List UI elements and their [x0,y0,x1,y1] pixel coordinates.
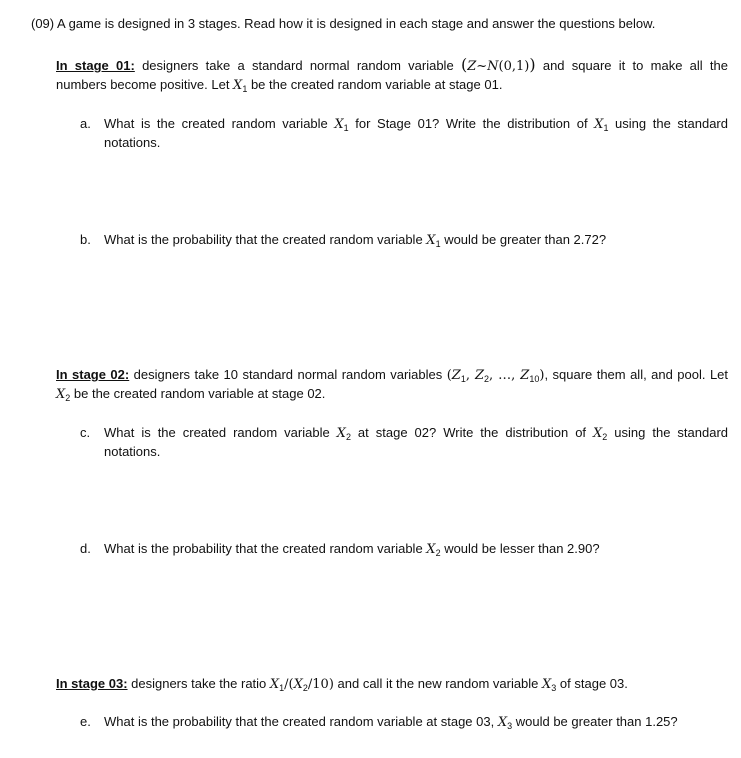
stage1-line2: numbers become positive. Let $X_1$ be the created random variable at stage 01. [56,77,503,94]
stage2-heading: In stage 02: [56,367,130,382]
question-c-label: c. [80,425,91,440]
stage1-heading: In stage 01: [56,58,135,73]
stage2-line1: In stage 02: designers take 10 standard normal random variables ($Z_1$, $Z_2$, …, $Z_{10}$), square them all, and pool. Let [56,367,729,384]
stage1-line1: In stage 01: designers take a standard normal random variable (Z~N(0,1)) and square it to make all the [56,55,729,74]
stage3-line1: In stage 03: designers take the ratio $X_1/(X_2/10)$ and call it the new random variable $X_3$ of stage 03. [56,676,628,693]
question-e-text: What is the probability that the created random variable at stage 03, $X_3$ would be greater than 1.25? [104,714,678,731]
question-b-label: b. [80,232,91,247]
question-a-line1: What is the created random variable $X_1$ for Stage 01? Write the distribution of $X_1$ using the standard [104,116,728,133]
stage2-line2: $X_2$ be the created random variable at stage 02. [56,386,326,403]
question-c-line2: notations. [104,444,161,459]
question-a-line2: notations. [104,135,161,150]
question-c-line1: What is the created random variable $X_2$ at stage 02? Write the distribution of $X_2$ using the standard [104,425,729,442]
question-b-text: What is the probability that the created random variable $X_1$ would be greater than 2.72? [104,232,607,249]
question-e-label: e. [80,714,91,729]
question-d-label: d. [80,541,91,556]
question-d-text: What is the probability that the created random variable $X_2$ would be lesser than 2.90? [104,541,600,558]
question-header: (09) A game is designed in 3 stages. Read how it is designed in each stage and answer the questions below. [31,16,656,31]
question-a-label: a. [80,116,91,131]
stage3-heading: In stage 03: [56,676,128,691]
